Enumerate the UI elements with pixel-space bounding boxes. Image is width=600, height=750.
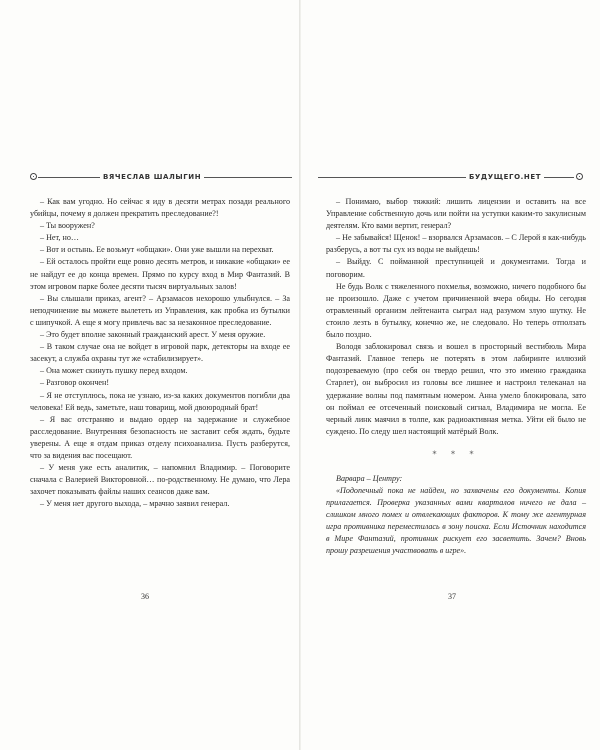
message-paragraph: «Подопечный пока не найден, но захвачены его документы. Копия прилагается. Проверка указанных вами кварталов ничего не дала – слишком много помех и отвлекающих факторов. К тому же агентурная игра противника переместилась в зону поиска. Если Источник находится в Мире Фантазий, противник рискует его засветить. Зачем? Вновь прошу разрешения участвовать в игре».	[326, 485, 586, 556]
paragraph: – Я вас отстраняю и выдаю ордер на задержание и служебное расследование. Внутренняя безопасность не заставит себя ждать, будьте уверены. А еще я отдам приказ отделу психоанализа. Пусть разберутся, что за видения вас посещают.	[30, 414, 290, 460]
paragraph: – Ей осталось пройти еще ровно десять метров, и никакие «общаки» ее не найдут ее до конца времен. Прямо по курсу вход в Мир Фантазий. В этом игровом парке более десяти тысяч виртуальных залов!	[30, 257, 290, 291]
left-body-text	[30, 196, 290, 510]
paragraph: – Нет, но…	[40, 233, 79, 243]
ornament-dot-icon	[30, 173, 37, 180]
paragraph: – Не забывайся! Щенок! – взорвался Арзамасов. – С Лерой я как-нибудь разберусь, а вот ты сух из воды не выйдешь!	[326, 233, 586, 255]
paragraph: – Вот и остынь. Ее возьмут «общаки». Они уже вышли на перехват.	[40, 245, 274, 255]
paragraph: – Разговор окончен!	[40, 378, 110, 388]
paragraph: Володя заблокировал связь и вошел в просторный вестибюль Мира Фантазий. Главное теперь не потерять в этом лабиринте иллюзий подозреваемую (про себя он твердо решил, что это именно гражданка Старлет), он выбросил из головы все лишнее и настроил телеканал на удержание волны под памятным номером. Анна умело блокировала, зато он поймал ее отсеченный поисковый сигнал, Владимира не могла. Ее черный линк маячил в толпе, как радиоактивная метка. Уйти ей было не суждено. По следу шел настоящий матёрый Волк.	[326, 342, 586, 436]
right-page	[326, 172, 586, 558]
left-running-head	[30, 172, 290, 184]
left-running-head-title: ВЯЧЕСЛАВ ШАЛЫГИН	[100, 172, 204, 183]
paragraph: – Это будет вполне законный гражданский арест. У меня оружие.	[40, 330, 266, 340]
paragraph: – У меня нет другого выхода, – мрачно заявил генерал.	[40, 499, 230, 509]
right-running-head	[326, 172, 586, 184]
message-block	[326, 473, 586, 558]
paragraph: – У меня уже есть аналитик, – напомнил Владимир. – Поговорите сначала с Валерией Викторовной… по-родственному. Не думаю, что Лера захочет показывать файлы наших сеансов даже вам.	[30, 463, 290, 497]
ornament-dot-icon	[576, 173, 583, 180]
book-gutter	[299, 0, 301, 750]
message-header: Варвара – Центру:	[336, 473, 403, 483]
paragraph: – Вы слышали приказ, агент? – Арзамасов нехорошо улыбнулся. – За неподчинение вы можете вылететь из Управления, как пробка из бутылки с шипучкой. А еще я могу привлечь вас за незаконное преследование.	[30, 293, 290, 327]
paragraph: – Она может скинуть пушку перед входом.	[40, 366, 188, 376]
right-body-text	[326, 196, 586, 558]
section-break: * * *	[432, 449, 480, 459]
paragraph: – Выйду. С пойманной преступницей и документами. Тогда и поговорим.	[326, 257, 586, 279]
paragraph: Не будь Волк с тяжеленного похмелья, возможно, ничего подобного бы не произошло. Даже с учетом причиненной вчера обиды. Но сегодня отравленный организм лейтенанта сыграл над разумом злую шутку. Не стоило лезть в бутылку, конечно же, не следовало. Но теперь отползать было поздно.	[326, 281, 586, 340]
paragraph: – Я не отступлюсь, пока не узнаю, из-за каких документов погибли два человека! Ей ведь, заметьте, наш товарищ, мой двоюродный брат!	[30, 390, 290, 412]
paragraph: – В таком случае она не войдет в игровой парк, детекторы на входе ее засекут, а служба охраны тут же «стабилизирует».	[30, 342, 290, 364]
paragraph: – Как вам угодно. Но сейчас я иду в десяти метрах позади реального убийцы, почему я должен прекратить преследование?!	[30, 197, 290, 219]
right-running-head-title: БУДУЩЕГО.НЕТ	[466, 172, 544, 183]
left-page	[30, 172, 290, 510]
paragraph: – Ты вооружен?	[40, 221, 95, 231]
left-page-number: 36	[141, 592, 149, 601]
paragraph: – Понимаю, выбор тяжкий: лишить лицензии и оставить на все Управление собственную дочь или пойти на уступки каким-то закулисным деятелям. Кто вами вертит, генерал?	[326, 197, 586, 231]
right-page-number: 37	[448, 592, 456, 601]
